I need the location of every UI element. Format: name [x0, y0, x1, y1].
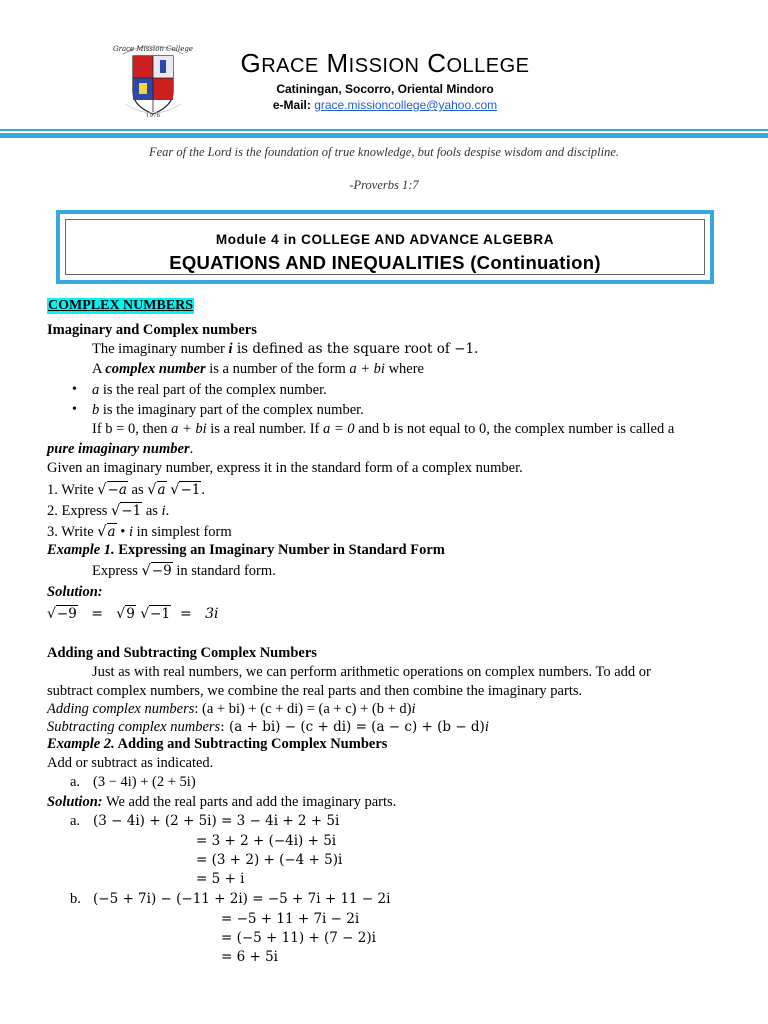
header-rule-thick — [0, 133, 768, 138]
standard-form-intro: Given an imaginary number, express it in the standard form of a complex number. — [47, 460, 523, 476]
solution-a-line-2: = 3 + 2 + (−4i) + 5i — [196, 833, 337, 849]
solution-a-label: a. — [70, 813, 81, 829]
bullet-real-part: a is the real part of the complex number. — [92, 382, 327, 398]
college-address: Catiningan, Socorro, Oriental Mindoro — [276, 82, 494, 96]
paragraph-line-2: subtract complex numbers, we combine the real parts and then combine the imaginary parts. — [47, 683, 583, 699]
solution-a-line-4: = 5 + i — [196, 871, 245, 887]
motto: Fear of the Lord is the foundation of true knowledge, but fools despise wisdom and discipline. — [149, 145, 619, 159]
example-2-solution: Solution: We add the real parts and add the imaginary parts. — [47, 794, 397, 810]
solution-b-label: b. — [70, 891, 81, 907]
bullet-imaginary-part: b is the imaginary part of the complex number. — [92, 402, 364, 418]
definition-imaginary: The imaginary number i is defined as the square root of −1. — [92, 341, 479, 357]
logo-year: 1976 — [146, 113, 160, 118]
example-1-solution-equation: √−9 = √9 √−1 = 3i — [47, 606, 219, 622]
subtracting-formula: Subtracting complex numbers: (a + bi) − (c + di) = (a − c) + (b − d)i — [47, 719, 489, 735]
solution-a-line-1: (3 − 4i) + (2 + 5i) = 3 − 4i + 2 + 5i — [93, 813, 340, 829]
example-2-item-a-label: a. — [70, 774, 81, 790]
bullet-icon: • — [72, 382, 77, 397]
module-line: Module 4 in COLLEGE AND ADVANCE ALGEBRA — [215, 232, 555, 247]
college-email-link[interactable]: grace.missioncollege@yahoo.com — [314, 98, 498, 112]
example-1-heading: Example 1. Expressing an Imaginary Number in Standard Form — [47, 542, 445, 558]
subheading-adding-subtracting: Adding and Subtracting Complex Numbers — [47, 645, 317, 661]
example-2-task: Add or subtract as indicated. — [47, 755, 214, 771]
college-logo — [103, 40, 203, 118]
example-2-heading: Example 2. Adding and Subtracting Complex Numbers — [47, 736, 388, 752]
logo-text: Grace Mission College — [113, 45, 193, 53]
section-heading-complex-numbers: COMPLEX NUMBERS — [48, 298, 194, 313]
condition-line: If b = 0, then a + bi is a real number. If a = 0 and b is not equal to 0, the complex number is called a — [92, 421, 675, 437]
paragraph-line-1: Just as with real numbers, we can perform arithmetic operations on complex numbers. To add or — [92, 664, 651, 680]
step-2: 2. Express √−1 as i. — [47, 503, 170, 519]
subheading-imaginary-complex: Imaginary and Complex numbers — [47, 322, 257, 338]
college-email-line: e-Mail: grace.missioncollege@yahoo.com — [272, 98, 498, 112]
step-3: 3. Write √a • i in simplest form — [47, 524, 232, 540]
solution-b-line-2: = −5 + 11 + 7i − 2i — [221, 911, 360, 927]
header-rule-top — [0, 129, 768, 131]
adding-formula: Adding complex numbers: (a + bi) + (c + di) = (a + c) + (b + d)i — [47, 701, 416, 717]
solution-b-line-4: = 6 + 5i — [221, 949, 278, 965]
solution-b-line-1: (−5 + 7i) − (−11 + 2i) = −5 + 7i + 11 − 2i — [93, 891, 391, 907]
example-2-item-a-expr: (3 − 4i) + (2 + 5i) — [93, 774, 196, 790]
definition-complex: A complex number is a number of the form a + bi where — [92, 361, 424, 377]
college-name: GRACE MISSION COLLEGE — [240, 48, 530, 78]
pure-imaginary-term: pure imaginary number. — [47, 441, 194, 457]
solution-b-line-3: = (−5 + 11) + (7 − 2)i — [221, 930, 376, 946]
example-1-solution-label: Solution: — [47, 584, 103, 600]
solution-a-line-3: = (3 + 2) + (−4 + 5)i — [196, 852, 343, 868]
example-1-task: Express √−9 in standard form. — [92, 563, 276, 579]
topic-title: EQUATIONS AND INEQUALITIES (Continuation) — [169, 252, 601, 273]
step-1: 1. Write √−a as √a √−1. — [47, 482, 205, 498]
bullet-icon: • — [72, 402, 77, 417]
verse-reference: -Proverbs 1:7 — [349, 178, 419, 192]
module-title-box — [56, 210, 714, 284]
